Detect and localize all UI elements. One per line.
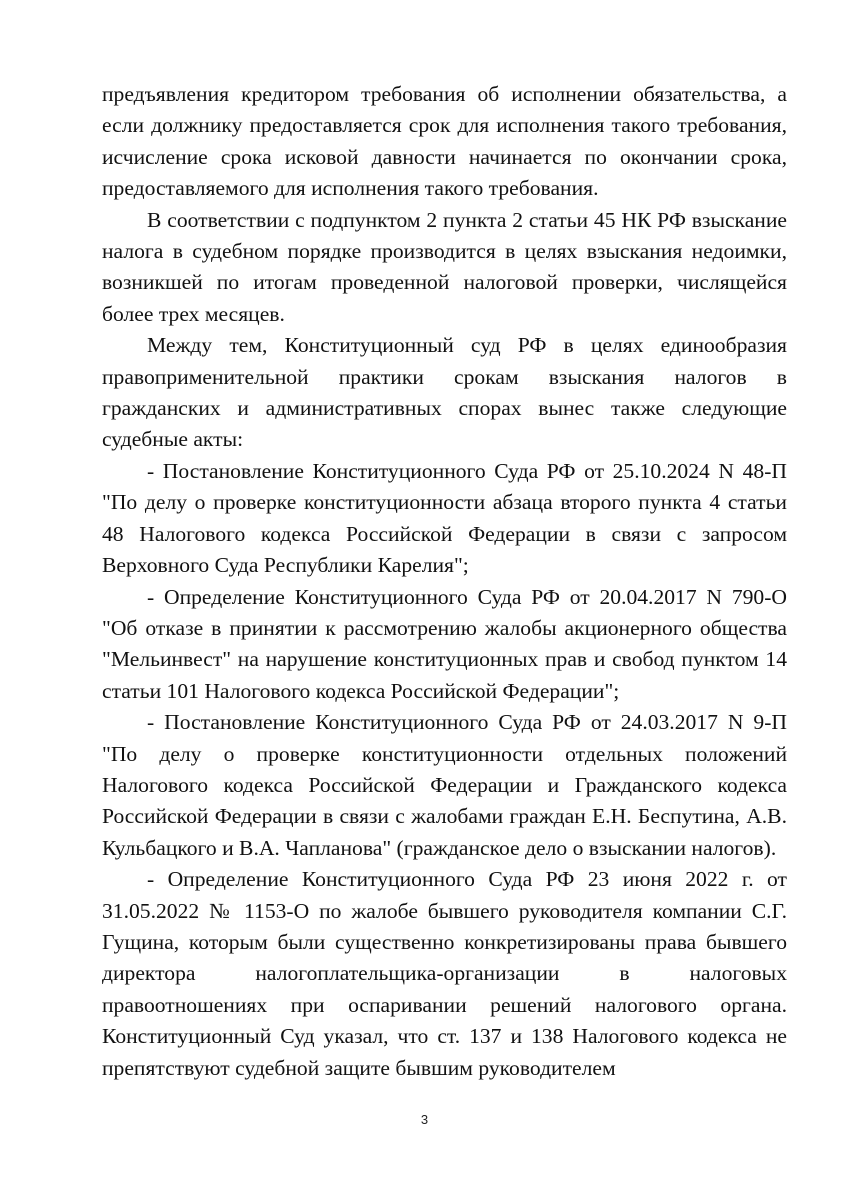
list-item-ruling-1153o: - Определение Конституционного Суда РФ 23 июня 2022 г. от 31.05.2022 № 1153-О по жалобе бывшего руководителя компании С.Г. Гущина, которым были существенно конкретизированы права бывшего директора налогоплательщика-организации в налоговых правоотношениях при оспаривании решений налогового органа. Конституционный Суд указал, что ст. 137 и 138 Налогового кодекса не препятствуют судебной защите бывшим руководителем — [102, 867, 787, 1080]
page-number: 3 — [420, 1112, 429, 1127]
paragraph-continuation: предъявления кредитором требования об исполнении обязательства, а если должнику предоставляется срок для исполнения такого требования, исчисление срока исковой давности начинается по окончании срока, предоставляемого для исполнения такого требования. — [102, 82, 787, 201]
list-item-ruling-790o: - Определение Конституционного Суда РФ от 20.04.2017 N 790-О "Об отказе в принятии к рассмотрению жалобы акционерного общества "Мельинвест" на нарушение конституционных прав и свобод пунктом 14 статьи 101 Налогового кодекса Российской Федерации"; — [102, 584, 787, 703]
list-item-resolution-9p: - Постановление Конституционного Суда РФ от 24.03.2017 N 9-П "По делу о проверке конституционности отдельных положений Налогового кодекса Российской Федерации и Гражданского кодекса Российской Федерации в связи с жалобами граждан Е.Н. Беспутина, А.В. Кульбацкого и В.А. Чапланова" (гражданское дело о взыскании налогов). — [102, 710, 787, 860]
document-body — [102, 79, 787, 1084]
paragraph-constitutional-court-intro: Между тем, Конституционный суд РФ в целях единообразия правоприменительной практики срокам взыскания налогов в гражданских и административных спорах вынес также следующие судебные акты: — [102, 333, 787, 452]
list-item-resolution-48p: - Постановление Конституционного Суда РФ от 25.10.2024 N 48-П "По делу о проверке конституционности абзаца второго пункта 4 статьи 48 Налогового кодекса Российской Федерации в связи с запросом Верховного Суда Республики Карелия"; — [102, 458, 787, 578]
paragraph-article-45: В соответствии с подпунктом 2 пункта 2 статьи 45 НК РФ взыскание налога в судебном порядке производится в целях взыскания недоимки, возникшей по итогам проведенной налоговой проверки, числящейся более трех месяцев. — [102, 207, 787, 326]
